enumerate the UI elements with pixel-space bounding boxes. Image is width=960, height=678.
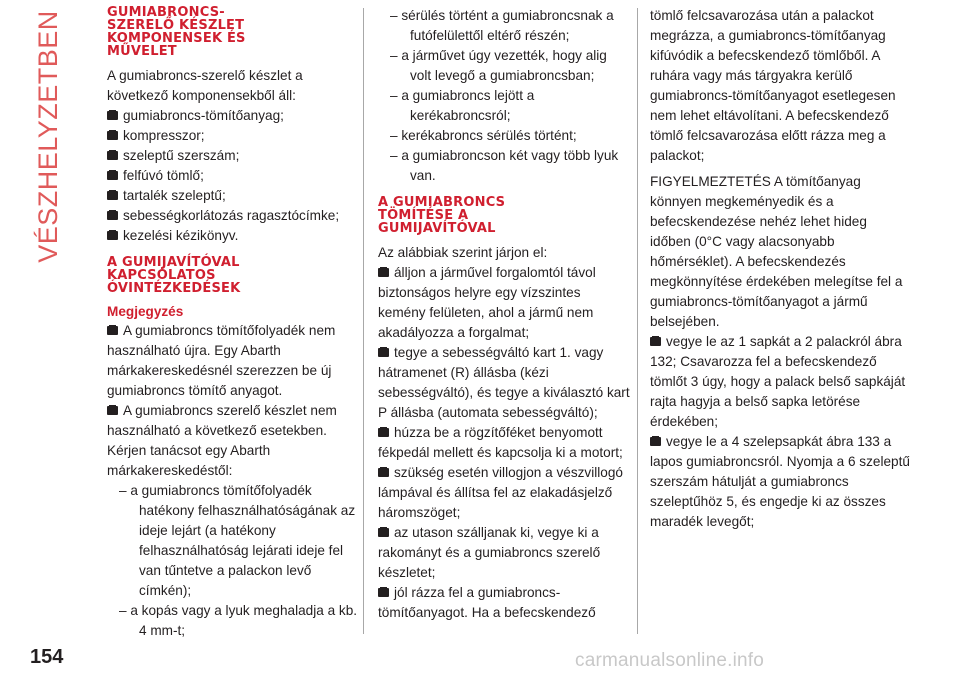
paragraph: A gumiabroncs-szerelő készlet a következő komponensekből áll: [107, 68, 303, 103]
square-bullet-icon [650, 436, 663, 447]
column-1 [107, 6, 359, 641]
section-side-tab-label: VÉSZHELYZETBEN [32, 9, 63, 263]
watermark: carmanualsonline.info [575, 650, 765, 671]
square-bullet-icon [378, 527, 391, 538]
list-item: szeleptű szerszám; [107, 146, 359, 166]
square-bullet-icon [378, 467, 391, 478]
step-item: vegye le az 1 sapkát a 2 palackról ábra 132; Csavarozza fel a befecskendező tömlőt 3 úgy, hogy a palack belső sapkáját rajta hagyja a belső sapka letörése érdekében; [650, 334, 906, 429]
column-3 [650, 6, 910, 532]
section-heading-sealing: A GUMIABRONCS TÖMÍTÉSE A GUMIJAVÍTÓVAL [378, 195, 506, 236]
list-item: sebességkorlátozás ragasztócímke; [107, 206, 359, 226]
list-item: kompresszor; [107, 126, 359, 146]
square-bullet-icon [107, 150, 120, 161]
list-item: kezelési kézikönyv. [107, 226, 359, 246]
section-side-tab [18, 9, 78, 263]
dash-item: – a járművet úgy vezették, hogy alig volt levegő a gumiabroncsban; [390, 48, 607, 83]
note-item: A gumiabroncs tömítőfolyadék nem használható újra. Egy Abarth márkakereskedésnél szerezzen be új gumiabroncs tömítő anyagot. [107, 323, 336, 398]
list-item: felfúvó tömlő; [107, 166, 359, 186]
column-divider [363, 8, 364, 634]
square-bullet-icon [378, 347, 391, 358]
dash-item: – a gumiabroncs tömítőfolyadék hatékony felhasználhatóságának az ideje lejárt (a hatékony felhasználhatóság lejárati ideje fel van tűntetve a palackon levő címkén); [119, 483, 356, 598]
step-item: vegye le a 4 szelepsapkát ábra 133 a lapos gumiabroncsról. Nyomja a 6 szeleptű szerszám hátulját a gumiabroncs szeleptűhöz 5, és engedje ki az összes maradék levegőt; [650, 434, 910, 529]
step-item: az utason szálljanak ki, vegye ki a rakományt és a gumiabroncs szerelő készletet; [378, 525, 601, 580]
paragraph: tömlő felcsavarozása után a palackot megrázza, a gumiabroncs-tömítőanyag kifúvódik a befecskendező tömlőből. A ruhára vagy más tárgyakra kerülő gumiabroncs-tömítőanyagot esetlegesen nem lehet eltávolítani. A befecskendező tömlő felcsavarozása előtt rázza meg a palackot; [650, 8, 896, 163]
square-bullet-icon [107, 130, 120, 141]
step-item: álljon a járművel forgalomtól távol biztonságos helyre egy vízszintes kemény felületen, ahol a jármű nem akadályozza a forgalmat; [378, 265, 596, 340]
step-item: jól rázza fel a gumiabroncs-tömítőanyagot. Ha a befecskendező [378, 585, 596, 620]
page-number: 154 [30, 646, 64, 668]
list-item: tartalék szeleptű; [107, 186, 359, 206]
square-bullet-icon [107, 325, 120, 336]
section-heading-repair-kit: GUMIABRONCS- SZERELŐ KÉSZLET KOMPONENSEK ÉS MŰVELET [107, 5, 246, 59]
square-bullet-icon [107, 110, 120, 121]
step-item: tegye a sebességváltó kart 1. vagy hátramenet (R) állásba (kézi sebességváltó), és tegye a kiválasztó kart P állásba (automata sebességváltó); [378, 345, 630, 420]
dash-item: – a gumiabroncson két vagy több lyuk van. [390, 148, 619, 183]
square-bullet-icon [107, 405, 120, 416]
warning-paragraph: FIGYELMEZTETÉS A tömítőanyag könnyen megkeményedik és a befecskendezése nehéz lehet hideg időben (0°C vagy alacsonyabb hőmérséklet). A befecskendezés megkönnyítése érdekében melegítse fel a gumiabroncs-tömítőanyagot a jármű belsejében. [650, 174, 903, 329]
step-item: szükség esetén villogjon a vészvillogó lámpával és állítsa fel az elakadásjelző háromszöget; [378, 465, 623, 520]
note-title: Megjegyzés [107, 304, 184, 319]
column-2 [378, 6, 631, 623]
dash-item: – a kopás vagy a lyuk meghaladja a kb. 4 mm-t; [119, 603, 358, 638]
square-bullet-icon [107, 230, 120, 241]
square-bullet-icon [107, 210, 120, 221]
step-item: húzza be a rögzítőféket benyomott fékpedál mellett és kapcsolja ki a motort; [378, 425, 623, 460]
square-bullet-icon [650, 336, 663, 347]
square-bullet-icon [107, 190, 120, 201]
dash-item: – kerékabroncs sérülés történt; [390, 128, 577, 143]
list-item: gumiabroncs-tömítőanyag; [107, 106, 359, 126]
section-heading-precautions: A GUMIJAVÍTÓVAL KAPCSOLATOS ÓVINTÉZKEDÉSEK [107, 255, 241, 296]
column-divider [637, 8, 638, 634]
square-bullet-icon [378, 587, 391, 598]
square-bullet-icon [378, 427, 391, 438]
paragraph: Az alábbiak szerint járjon el: [378, 245, 548, 260]
square-bullet-icon [107, 170, 120, 181]
dash-item: – sérülés történt a gumiabroncsnak a futófelülettől eltérő részén; [390, 8, 614, 43]
square-bullet-icon [378, 267, 391, 278]
dash-item: – a gumiabroncs lejött a kerékabroncsról; [390, 88, 535, 123]
note-item: A gumiabroncs szerelő készlet nem használható a következő esetekben. Kérjen tanácsot egy Abarth márkakereskedéstől: [107, 403, 337, 478]
